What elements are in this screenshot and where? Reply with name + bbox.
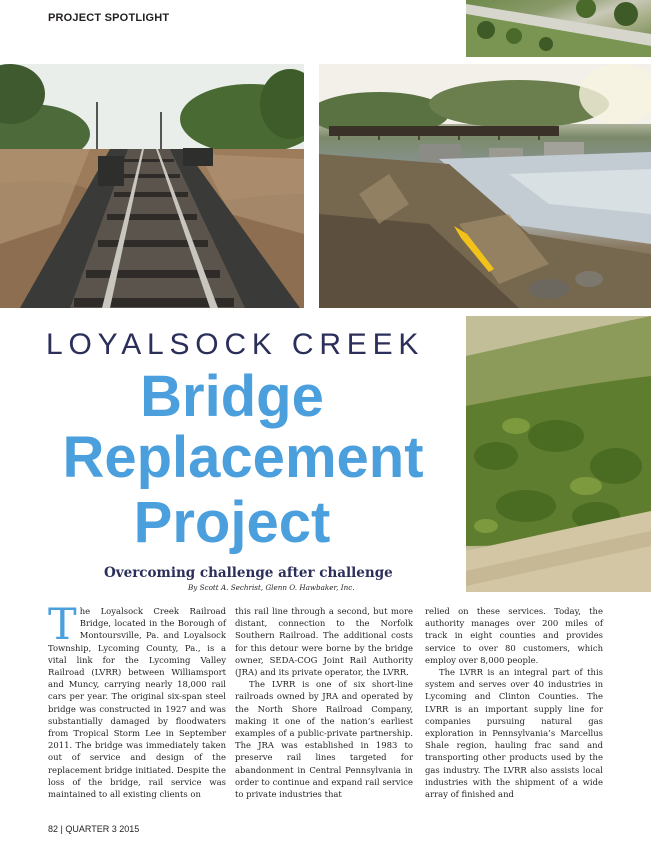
footer-divider: | <box>60 824 66 834</box>
drop-cap: T <box>48 600 77 650</box>
article-paragraph <box>48 600 226 800</box>
article-column-2 <box>235 605 413 800</box>
aerial-grass-photo <box>466 316 651 592</box>
paragraph-text: he Loyalsock Creek Railroad Bridge, located in the Borough of Montoursville, Pa. and Loyalsock Township, Lycoming County, Pa., is a vital link for the Lycoming Valley Railroad (LVRR) between Williamsport and Muncy, carrying nearly 18,000 rail cars per year. The original six-span steel bridge was constructed in 1927 and was substantially damaged by floodwaters from Tropical Storm Lee in September 2011. The bridge was immediately taken out of service and design of the replacement bridge initiated. Despite the loss of the bridge, rail service was maintained to all existing clients on <box>48 606 226 800</box>
title-line-replacement: Replacement <box>62 425 424 490</box>
title-line-bridge: Bridge <box>140 364 324 429</box>
title-kicker: LOYALSOCK CREEK <box>46 328 425 361</box>
aerial-road-photo <box>466 0 651 57</box>
article-paragraph: The LVRR is an integral part of this system and serves over 40 industries in Lycoming and Clinton Counties. The LVRR is an important supply line for companies pursuing natural gas exploration in Pennsylvania’s Marcellus Shale region, hauling frac sand and transporting other products used by the gas industry. The LVRR also assists local industries with the shipment of a wide array of finished and <box>425 667 603 800</box>
article-column-3 <box>425 605 603 800</box>
subtitle: Overcoming challenge after challenge <box>104 565 393 581</box>
section-label: PROJECT SPOTLIGHT <box>48 12 170 24</box>
issue-label: QUARTER 3 2015 <box>65 824 140 834</box>
washed-out-bridge-photo <box>319 64 651 308</box>
article-column-1 <box>48 600 226 800</box>
byline: By Scott A. Sechrist, Glenn O. Hawbaker, Inc. <box>188 583 355 592</box>
article-paragraph: this rail line through a second, but more distant, connection to the Norfolk Southern Railroad. The additional costs for this detour were borne by the bridge owner, SEDA-COG Joint Rail Authority (JRA) and its private operator, the LVRR. <box>235 606 413 678</box>
page-footer <box>48 824 139 834</box>
title-line-project: Project <box>133 490 331 555</box>
article-paragraph: The LVRR is one of six short-line railroads owned by JRA and operated by the North Shore Railroad Company, making it one of the nation’s earliest examples of a public-private partnership. The JRA was established in 1983 to preserve rail lines targeted for abandonment in Central Pennsylvania in order to continue and expand rail service to private industries that <box>235 679 413 800</box>
article-paragraph: relied on these services. Today, the authority manages over 200 miles of track in eight counties and provides service to over 80 customers, which employ over 8,000 people. <box>425 606 603 665</box>
flooded-bridge-photo <box>0 64 304 308</box>
page-number: 82 <box>48 824 59 834</box>
